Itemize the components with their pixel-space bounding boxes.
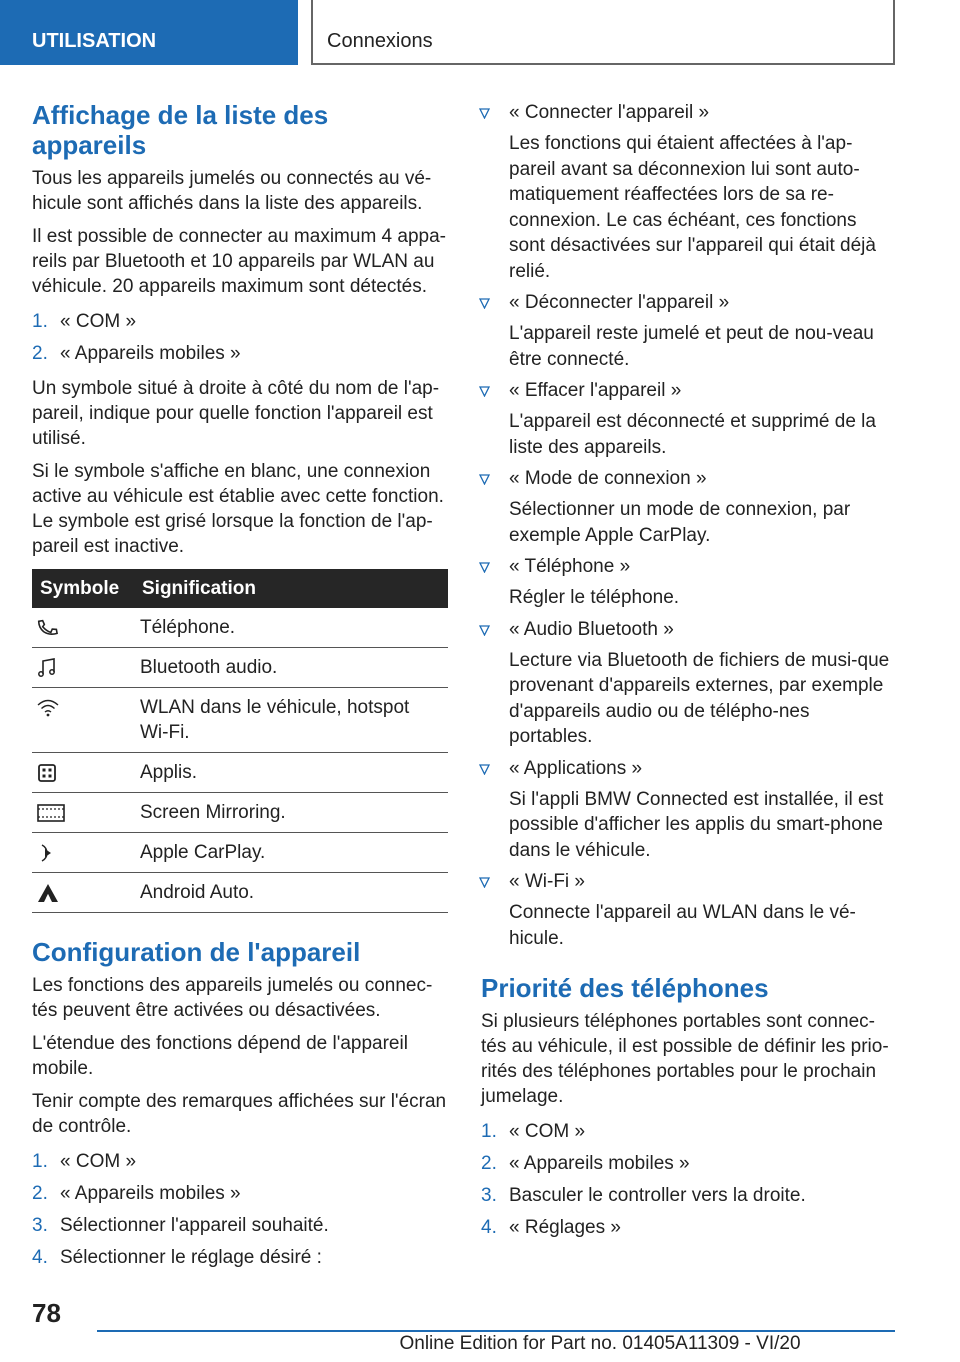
option-item: « Connecter l'appareil » Les fonctions qui étaient affectées à l'ap-pareil avant sa déconnexion lui sont auto-matiquement réaffectées lors de sa re-connexion. Le cas échéant, ces fonctions sont désactivées sur l'appareil qui était déjà relié.: [451, 100, 895, 284]
triangle-bullet-icon: [451, 378, 509, 460]
carplay-icon: [36, 842, 128, 864]
right-column: [481, 100, 895, 1250]
footer-edition: Online Edition for Part no. 01405A11309 - VI/20: [399, 1333, 801, 1354]
chapter-tab: Connexions: [311, 0, 895, 65]
list-item: 4. Sélectionner le réglage désiré :: [32, 1247, 322, 1268]
triangle-bullet-icon: [451, 290, 509, 372]
table-row: Android Auto.: [32, 873, 448, 913]
paragraph: Si plusieurs téléphones portables sont connec-tés au véhicule, il est possible de définir les prio-rités des téléphones portables pour le prochain jumelage.: [481, 1011, 889, 1107]
music-note-icon: [36, 657, 128, 679]
list-item: 1. « COM »: [32, 311, 137, 332]
paragraph: L'étendue des fonctions dépend de l'appareil mobile.: [32, 1033, 408, 1079]
table-row: Applis.: [32, 753, 448, 793]
table-row: Apple CarPlay.: [32, 833, 448, 873]
table-header: Signification: [134, 569, 448, 608]
triangle-bullet-icon: [451, 617, 509, 750]
list-item: 1. « COM »: [481, 1121, 586, 1142]
heading-device-config: Configuration de l'appareil: [32, 937, 361, 967]
list-item: 3. Sélectionner l'appareil souhaité.: [32, 1215, 329, 1236]
section-tab: UTILISATION: [0, 0, 298, 65]
list-item: 2. « Appareils mobiles »: [32, 343, 241, 364]
phone-icon: [36, 617, 128, 639]
heading-phone-priority: Priorité des téléphones: [481, 973, 769, 1003]
page-number: 78: [32, 1298, 61, 1328]
paragraph: Tous les appareils jumelés ou connectés au vé-hicule sont affichés dans la liste des appareils.: [32, 168, 432, 214]
list-item: 2. « Appareils mobiles »: [481, 1153, 690, 1174]
option-item: « Déconnecter l'appareil » L'appareil reste jumelé et peut de nou-veau être connecté.: [451, 290, 895, 372]
symbol-table: [32, 569, 448, 913]
heading-device-list: Affichage de la liste des appareils: [32, 100, 329, 160]
list-item: 2. « Appareils mobiles »: [32, 1183, 241, 1204]
option-item: « Mode de connexion » Sélectionner un mode de connexion, par exemple Apple CarPlay.: [451, 466, 895, 548]
option-item: « Applications » Si l'appli BMW Connected est installée, il est possible d'afficher les applis du smart-phone dans le véhicule.: [451, 756, 895, 864]
triangle-bullet-icon: [451, 869, 509, 951]
paragraph: Si le symbole s'affiche en blanc, une connexion active au véhicule est établie avec cette fonction. Le symbole est grisé lorsque la fonction de l'ap-pareil est inactive.: [32, 461, 444, 557]
table-row: Téléphone.: [32, 608, 448, 648]
wifi-icon: [36, 697, 128, 719]
steps-list: [481, 1119, 895, 1240]
list-item: 4. « Réglages »: [481, 1217, 621, 1238]
paragraph: Il est possible de connecter au maximum 4 appa-reils par Bluetooth et 10 appareils par WLAN au véhicule. 20 appareils maximum sont détectés.: [32, 226, 446, 297]
table-row: WLAN dans le véhicule, hotspot Wi-Fi.: [32, 688, 448, 753]
left-column: [32, 100, 448, 1280]
steps-list: [32, 309, 448, 366]
table-row: Bluetooth audio.: [32, 648, 448, 688]
option-item: « Effacer l'appareil » L'appareil est déconnecté et supprimé de la liste des appareils.: [451, 378, 895, 460]
triangle-bullet-icon: [451, 100, 509, 284]
paragraph: Les fonctions des appareils jumelés ou connec-tés peuvent être activées ou désactivées.: [32, 975, 433, 1021]
list-item: 3. Basculer le controller vers la droite.: [481, 1185, 806, 1206]
option-item: « Audio Bluetooth » Lecture via Bluetooth de fichiers de musi-que provenant d'appareils externes, par exemple d'appareils audio ou de télépho-nes portables.: [451, 617, 895, 750]
triangle-bullet-icon: [451, 554, 509, 611]
paragraph: Un symbole situé à droite à côté du nom de l'ap-pareil, indique pour quelle fonction l'appareil est utilisé.: [32, 378, 440, 449]
triangle-bullet-icon: [451, 756, 509, 864]
list-item: 1. « COM »: [32, 1151, 137, 1172]
apps-icon: [36, 762, 128, 784]
steps-list: [32, 1149, 448, 1270]
table-header: Symbole: [32, 569, 134, 608]
triangle-bullet-icon: [451, 466, 509, 548]
android-auto-icon: [36, 882, 128, 904]
option-item: « Wi-Fi » Connecte l'appareil au WLAN dans le vé-hicule.: [451, 869, 895, 951]
screen-mirroring-icon: [36, 802, 128, 824]
footer-divider: [97, 1330, 895, 1332]
paragraph: Tenir compte des remarques affichées sur l'écran de contrôle.: [32, 1091, 447, 1137]
option-item: « Téléphone » Régler le téléphone.: [451, 554, 895, 611]
table-row: Screen Mirroring.: [32, 793, 448, 833]
